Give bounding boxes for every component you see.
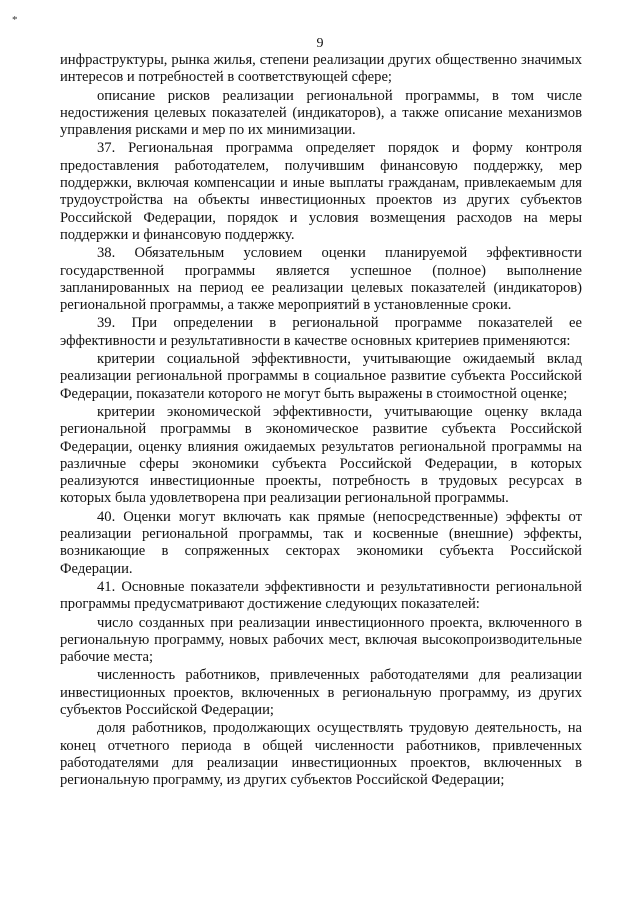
document-body bbox=[60, 52, 582, 789]
corner-mark: * bbox=[12, 14, 18, 26]
paragraph-41: 41. Основные показатели эффективности и результативности региональной программы предусматривают достижение следующих показателей: bbox=[60, 578, 582, 613]
paragraph-39: 39. При определении в региональной программе показателей ее эффективности и результативности в качестве основных критериев применяются: bbox=[60, 315, 582, 349]
paragraph-continuation: инфраструктуры, рынка жилья, степени реализации других общественно значимых интересов и потребностей в соответствующей сфере; bbox=[60, 52, 582, 86]
paragraph-economic-criteria: критерии экономической эффективности, учитывающие оценку вклада региональной программы в экономическое развитие субъекта Российской Федерации, оценку влияния ожидаемых результатов региональной программы на различные сферы экономики субъекта Российской Федерации, в которых реализуются инвестиционные проекты, потребность в трудовых ресурсах в которых была удовлетворена при реализации региональной программы. bbox=[60, 403, 582, 507]
paragraph-workers-count: численность работников, привлеченных работодателями для реализации инвестиционных проектов, включенных в региональную программу, из других субъектов Российской Федерации; bbox=[60, 667, 582, 718]
paragraph-40: 40. Оценки могут включать как прямые (непосредственные) эффекты от реализации региональной программы, так и косвенные (внешние) эффекты, возникающие в сопряженных секторах экономики субъекта Российской Федерации. bbox=[60, 508, 582, 577]
page-number: 9 bbox=[316, 36, 324, 51]
paragraph-new-jobs: число созданных при реализации инвестиционного проекта, включенного в региональную программу, новых рабочих мест, включая высокопроизводительные рабочие места; bbox=[60, 614, 582, 666]
paragraph-37: 37. Региональная программа определяет порядок и форму контроля предоставления работодателем, получившим финансовую поддержку, мер поддержки, включая компенсации и иные выплаты гражданам, привлекаемым для трудоустройства на объекты инвестиционных проектов из других субъектов Российской Федерации, порядок и условия возмещения расходов на меры поддержки и финансовую поддержку. bbox=[60, 140, 582, 243]
paragraph-risks: описание рисков реализации региональной программы, в том числе недостижения целевых показателей (индикаторов), а также описание механизмов управления рисками и мер по их минимизации. bbox=[60, 87, 582, 139]
paragraph-workers-share: доля работников, продолжающих осуществлять трудовую деятельность, на конец отчетного периода в общей численности работников, привлеченных работодателями для реализации инвестиционных проектов, включенных в региональную программу, из других субъектов Российской Федерации; bbox=[60, 720, 582, 789]
paragraph-social-criteria: критерии социальной эффективности, учитывающие ожидаемый вклад реализации региональной программы в социальное развитие субъекта Российской Федерации, показатели которого не могут быть выражены в стоимостной оценке; bbox=[60, 351, 582, 402]
paragraph-38: 38. Обязательным условием оценки планируемой эффективности государственной программы является успешное (полное) выполнение запланированных на период ее реализации целевых показателей (индикаторов) региональной программы, а также мероприятий в установленные сроки. bbox=[60, 245, 582, 314]
